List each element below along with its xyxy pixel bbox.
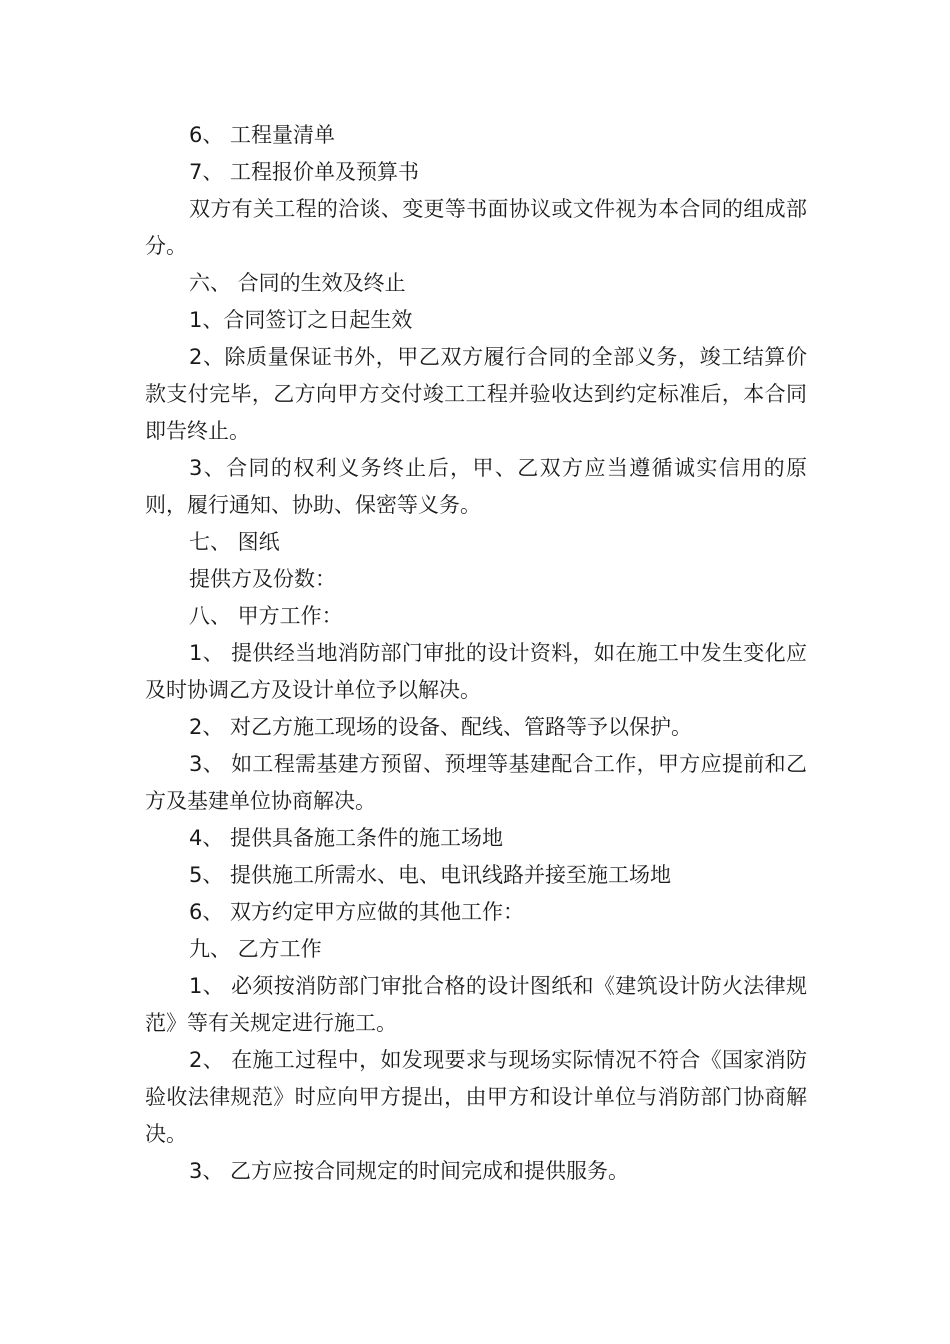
paragraph-drawings-provider: 提供方及份数： [189,567,336,591]
paragraph-party-a-5: 5、 提供施工所需水、电、电讯线路并接至施工场地 [189,863,672,887]
section-heading-6: 六、 合同的生效及终止 [189,271,406,295]
paragraph-effect-1: 1、合同签订之日起生效 [189,308,413,332]
paragraph-item-6: 6、 工程量清单 [189,123,336,147]
paragraph-party-b-2: 2、 在施工过程中，如发现要求与现场实际情况不符合《国家消防验收法律规范》时应向甲方提出，由甲方和设计单位与消防部门协商解决。 [145,1048,807,1146]
paragraph-party-a-1: 1、 提供经当地消防部门审批的设计资料，如在施工中发生变化应及时协调乙方及设计单位予以解决。 [145,641,807,702]
paragraph-documents-note: 双方有关工程的洽谈、变更等书面协议或文件视为本合同的组成部分。 [145,197,807,258]
paragraph-party-a-4: 4、 提供具备施工条件的施工场地 [189,826,504,850]
section-heading-7: 七、 图纸 [189,530,280,554]
section-heading-8: 八、 甲方工作： [189,604,343,628]
section-heading-9: 九、 乙方工作 [189,937,322,961]
document-page [145,117,807,1190]
paragraph-party-a-6: 6、 双方约定甲方应做的其他工作： [189,900,525,924]
paragraph-effect-2: 2、除质量保证书外，甲乙双方履行合同的全部义务，竣工结算价款支付完毕，乙方向甲方交付竣工工程并验收达到约定标准后，本合同即告终止。 [145,345,807,443]
paragraph-party-b-1: 1、 必须按消防部门审批合格的设计图纸和《建筑设计防火法律规范》等有关规定进行施工。 [145,974,807,1035]
paragraph-party-a-3: 3、 如工程需基建方预留、预埋等基建配合工作，甲方应提前和乙方及基建单位协商解决。 [145,752,807,813]
paragraph-item-7: 7、 工程报价单及预算书 [189,160,420,184]
paragraph-party-a-2: 2、 对乙方施工现场的设备、配线、管路等予以保护。 [189,715,693,739]
paragraph-effect-3: 3、合同的权利义务终止后，甲、乙双方应当遵循诚实信用的原则，履行通知、协助、保密等义务。 [145,456,807,517]
paragraph-party-b-3: 3、 乙方应按合同规定的时间完成和提供服务。 [189,1159,630,1183]
